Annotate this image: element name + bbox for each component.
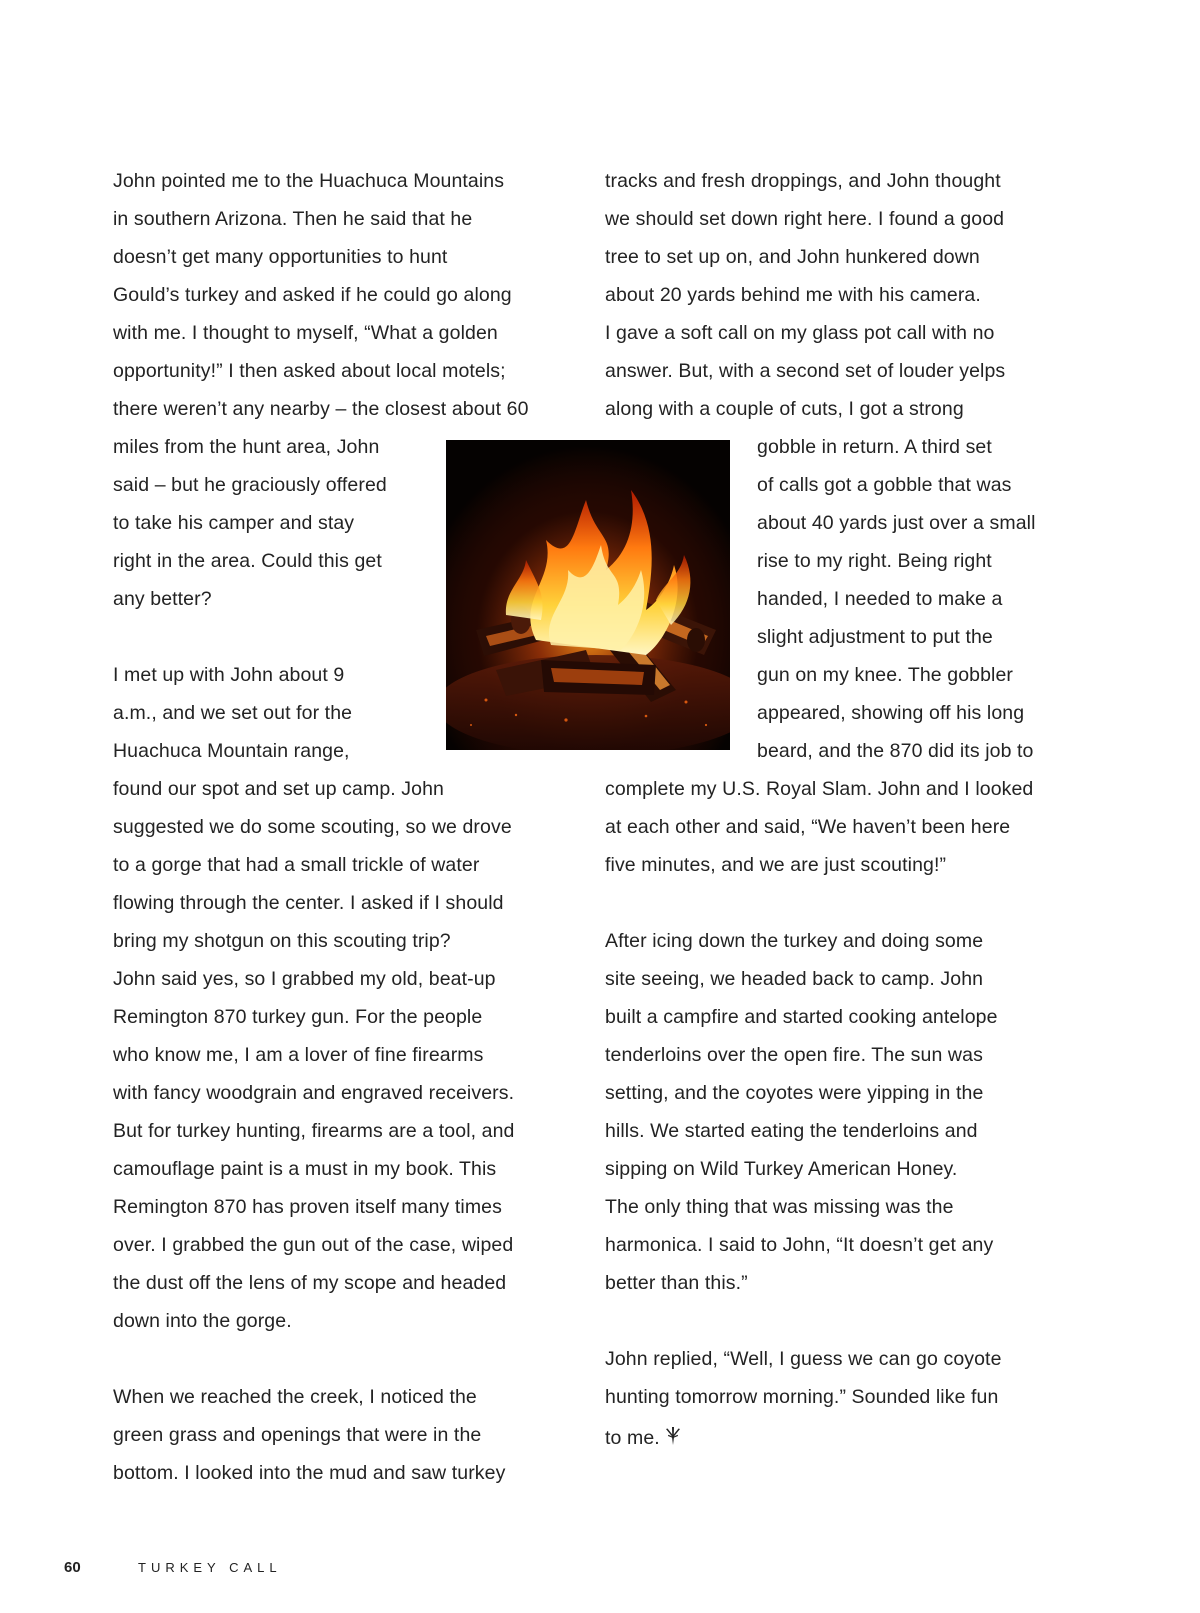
text-line: setting, and the coyotes were yipping in the [605, 1082, 984, 1104]
text-line: down into the gorge. [113, 1310, 292, 1332]
text-line: with fancy woodgrain and engraved receivers. [113, 1082, 515, 1104]
page-number: 60 [64, 1559, 81, 1576]
text-line: doesn’t get many opportunities to hunt [113, 246, 448, 268]
text-line: Remington 870 turkey gun. For the people [113, 1006, 483, 1028]
text-line: along with a couple of cuts, I got a strong [605, 398, 964, 420]
text-line: about 40 yards just over a small [757, 512, 1036, 534]
turkey-track-end-mark-icon [664, 1426, 682, 1451]
text-line: But for turkey hunting, firearms are a tool, and [113, 1120, 515, 1142]
text-line: to take his camper and stay [113, 512, 355, 534]
text-line: hills. We started eating the tenderloins and [605, 1120, 978, 1142]
text-line: handed, I needed to make a [757, 588, 1003, 610]
text-line: I met up with John about 9 [113, 664, 345, 686]
text-line: tracks and fresh droppings, and John thought [605, 170, 1001, 192]
text-line: gun on my knee. The gobbler [757, 664, 1014, 686]
text-line: green grass and openings that were in the [113, 1424, 482, 1446]
text-line: John said yes, so I grabbed my old, beat-up [113, 968, 496, 990]
text-line: in southern Arizona. Then he said that he [113, 208, 473, 230]
text-line: better than this.” [605, 1272, 748, 1294]
text-line: flowing through the center. I asked if I should [113, 892, 504, 914]
text-line: site seeing, we headed back to camp. John [605, 968, 984, 990]
text-line: After icing down the turkey and doing some [605, 930, 984, 952]
text-line: a.m., and we set out for the [113, 702, 353, 724]
text-line: John replied, “Well, I guess we can go coyote [605, 1348, 1002, 1370]
text-line: of calls got a gobble that was [757, 474, 1012, 496]
text-line: right in the area. Could this get [113, 550, 382, 572]
text-line: over. I grabbed the gun out of the case, wiped [113, 1234, 514, 1256]
text-line: built a campfire and started cooking antelope [605, 1006, 998, 1028]
text-line-last [605, 1426, 682, 1451]
text-line: Remington 870 has proven itself many times [113, 1196, 502, 1218]
text-line: about 20 yards behind me with his camera. [605, 284, 981, 306]
text-line: I gave a soft call on my glass pot call with no [605, 322, 995, 344]
text-line: Huachuca Mountain range, [113, 740, 350, 762]
text-line: hunting tomorrow morning.” Sounded like fun [605, 1386, 999, 1408]
text-line: at each other and said, “We haven’t been here [605, 816, 1011, 838]
text-line: rise to my right. Being right [757, 550, 992, 572]
text-line: When we reached the creek, I noticed the [113, 1386, 477, 1408]
text-line: opportunity!” I then asked about local motels; [113, 360, 506, 382]
text-line: we should set down right here. I found a good [605, 208, 1005, 230]
text-line: answer. But, with a second set of louder yelps [605, 360, 1006, 382]
text-line: The only thing that was missing was the [605, 1196, 954, 1218]
text-line: beard, and the 870 did its job to [757, 740, 1034, 762]
text-line: John pointed me to the Huachuca Mountains [113, 170, 505, 192]
campfire-photo [446, 440, 730, 750]
text-line: there weren’t any nearby – the closest about 60 [113, 398, 529, 420]
text-line: bottom. I looked into the mud and saw turkey [113, 1462, 506, 1484]
text-line: slight adjustment to put the [757, 626, 993, 648]
text-line: appeared, showing off his long [757, 702, 1025, 724]
text-line: gobble in return. A third set [757, 436, 992, 458]
text-line: complete my U.S. Royal Slam. John and I looked [605, 778, 1034, 800]
text-line: with me. I thought to myself, “What a golden [113, 322, 498, 344]
text-line: sipping on Wild Turkey American Honey. [605, 1158, 958, 1180]
text-line: miles from the hunt area, John [113, 436, 380, 458]
text-line-last-text: to me. [605, 1427, 660, 1449]
text-line: bring my shotgun on this scouting trip? [113, 930, 451, 952]
text-line: harmonica. I said to John, “It doesn’t get any [605, 1234, 994, 1256]
text-line: tenderloins over the open fire. The sun was [605, 1044, 983, 1066]
text-line: to a gorge that had a small trickle of water [113, 854, 480, 876]
publication-name: TURKEY CALL [138, 1560, 282, 1575]
text-line: tree to set up on, and John hunkered down [605, 246, 980, 268]
text-line: said – but he graciously offered [113, 474, 387, 496]
text-line: five minutes, and we are just scouting!” [605, 854, 947, 876]
text-line: who know me, I am a lover of fine firearms [113, 1044, 484, 1066]
text-line: found our spot and set up camp. John [113, 778, 444, 800]
text-line: any better? [113, 588, 212, 610]
text-line: Gould’s turkey and asked if he could go along [113, 284, 512, 306]
text-line: the dust off the lens of my scope and headed [113, 1272, 507, 1294]
text-line: camouflage paint is a must in my book. This [113, 1158, 497, 1180]
text-line: suggested we do some scouting, so we drove [113, 816, 512, 838]
